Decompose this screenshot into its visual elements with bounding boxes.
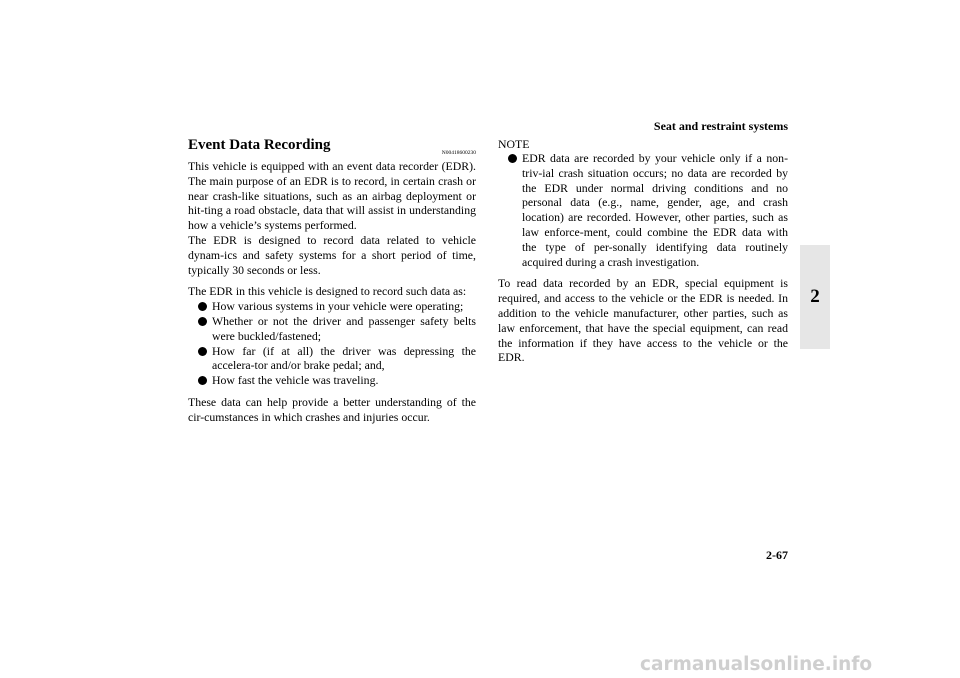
section-heading bbox=[188, 138, 476, 159]
list-item: How far (if at all) the driver was depressing the accelera-tor and/or brake pedal; and, bbox=[198, 344, 476, 374]
list-item: Whether or not the driver and passenger safety belts were buckled/fastened; bbox=[198, 314, 476, 344]
bullet-icon bbox=[198, 347, 207, 356]
edr-design-paragraph: The EDR is designed to record data related to vehicle dynam-ics and safety systems for a short period of time, typically 30 seconds or less. bbox=[188, 232, 476, 277]
recorded-data-intro: The EDR in this vehicle is designed to record such data as: bbox=[188, 284, 467, 299]
left-column bbox=[188, 138, 476, 425]
list-item: How fast the vehicle was traveling. bbox=[198, 373, 476, 388]
edr-access-paragraph: To read data recorded by an EDR, special equipment is required, and access to the vehicle or the EDR is needed. In addition to the vehicle manufacturer, other parties, such as law enforcement, that have the special equipment, can read the information if they have access to the vehicle or the EDR. bbox=[498, 276, 788, 365]
bullet-icon bbox=[508, 154, 517, 163]
bullet-icon bbox=[198, 376, 207, 385]
page-number: 2-67 bbox=[766, 548, 788, 562]
summary-paragraph: These data can help provide a better understanding of the cir-cumstances in which crashes and injuries occur. bbox=[188, 394, 476, 424]
right-column bbox=[498, 138, 788, 365]
bullet-icon bbox=[198, 302, 207, 311]
chapter-tab bbox=[800, 245, 830, 349]
intro-paragraph: This vehicle is equipped with an event data recorder (EDR). The main purpose of an EDR is to record, in certain crash or near crash-like situations, such as an airbag deployment or hit-ting a road obstacle, data that will assist in understanding how a vehicle’s systems performed. bbox=[188, 159, 476, 233]
section-title: Event Data Recording bbox=[188, 137, 331, 153]
note-label: NOTE bbox=[498, 137, 530, 151]
list-item: How various systems in your vehicle were operating; bbox=[198, 299, 476, 314]
list-item: EDR data are recorded by your vehicle only if a non-triv-ial crash situation occurs; no data are recorded by the EDR under normal driving conditions and no personal data (e.g., name, gender, age, and crash location) are recorded. However, other parties, such as law enforce-ment, could combine the EDR data with the type of per-sonally identifying data routinely acquired during a crash investigation. bbox=[508, 151, 788, 269]
running-header: Seat and restraint systems bbox=[653, 119, 788, 133]
bullet-icon bbox=[198, 317, 207, 326]
chapter-number: 2 bbox=[810, 286, 820, 307]
note-list bbox=[498, 151, 788, 269]
document-code: N00418600230 bbox=[441, 150, 476, 156]
watermark: carmanualsonline.info bbox=[640, 654, 873, 675]
recorded-data-list bbox=[188, 299, 476, 388]
